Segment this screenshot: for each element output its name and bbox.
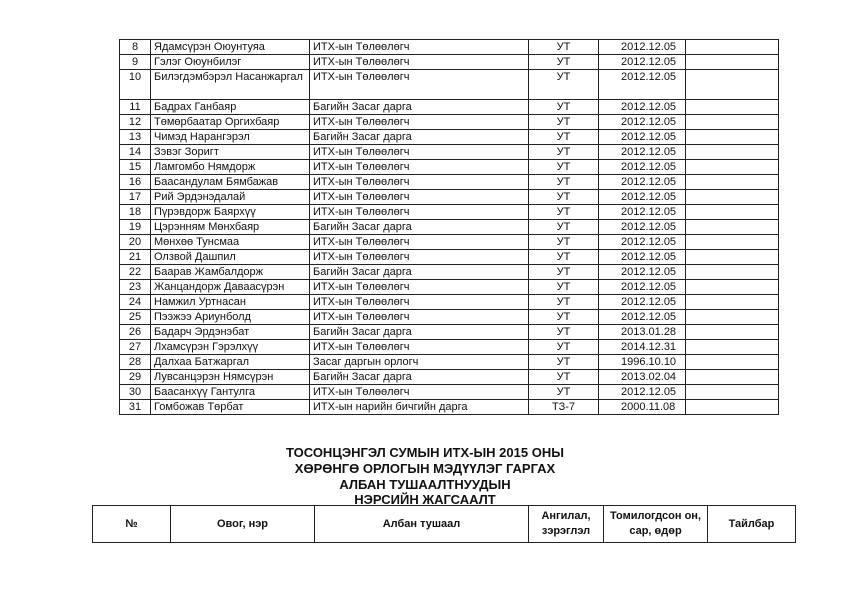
cell-number: 26 — [120, 325, 151, 340]
cell-name: Гомбожав Төрбат — [151, 400, 310, 415]
cell-position: ИТХ-ын Төлөөлөгч — [310, 55, 529, 70]
cell-number: 9 — [120, 55, 151, 70]
table-row — [120, 145, 779, 160]
cell-name: Пээжээ Ариунболд — [151, 310, 310, 325]
cell-position: ИТХ-ын нарийн бичгийн дарга — [310, 400, 529, 415]
column-header-table — [92, 505, 796, 543]
cell-appointed-date: 2000.11.08 — [599, 400, 686, 415]
cell-note — [686, 370, 779, 385]
cell-name: Чимэд Нарангэрэл — [151, 130, 310, 145]
cell-note — [686, 145, 779, 160]
heading-line-2: ХӨРӨНГӨ ОРЛОГЫН МЭДҮҮЛЭГ ГАРГАХ — [294, 461, 556, 476]
cell-number: 24 — [120, 295, 151, 310]
cell-number: 18 — [120, 205, 151, 220]
col-header-note: Тайлбар — [708, 506, 796, 543]
cell-position: ИТХ-ын Төлөөлөгч — [310, 205, 529, 220]
col-header-number: № — [93, 506, 171, 543]
cell-category: УТ — [529, 160, 599, 175]
cell-name: Баасанхүү Гантулга — [151, 385, 310, 400]
table-row — [120, 130, 779, 145]
table-row — [120, 325, 779, 340]
heading-line-3: АЛБАН ТУШААЛТНУУДЫН — [339, 477, 511, 492]
cell-number: 23 — [120, 280, 151, 295]
cell-category: УТ — [529, 190, 599, 205]
cell-position: ИТХ-ын Төлөөлөгч — [310, 235, 529, 250]
cell-category: УТ — [529, 100, 599, 115]
cell-appointed-date: 2012.12.05 — [599, 385, 686, 400]
cell-category: УТ — [529, 370, 599, 385]
cell-appointed-date: 2013.01.28 — [599, 325, 686, 340]
col-header-position: Албан тушаал — [315, 506, 529, 543]
cell-note — [686, 115, 779, 130]
cell-position: ИТХ-ын Төлөөлөгч — [310, 40, 529, 55]
cell-position: ИТХ-ын Төлөөлөгч — [310, 175, 529, 190]
cell-position: ИТХ-ын Төлөөлөгч — [310, 340, 529, 355]
cell-position: ИТХ-ын Төлөөлөгч — [310, 295, 529, 310]
cell-position: Багийн Засаг дарга — [310, 265, 529, 280]
table-row — [120, 40, 779, 55]
cell-appointed-date: 2014.12.31 — [599, 340, 686, 355]
table-row — [120, 295, 779, 310]
cell-appointed-date: 2013.02.04 — [599, 370, 686, 385]
cell-number: 29 — [120, 370, 151, 385]
cell-number: 15 — [120, 160, 151, 175]
cell-name: Баарав Жамбалдорж — [151, 265, 310, 280]
table-row — [120, 340, 779, 355]
cell-name: Бадарч Эрдэнэбат — [151, 325, 310, 340]
cell-note — [686, 190, 779, 205]
cell-name: Бадрах Ганбаяр — [151, 100, 310, 115]
table-row — [120, 355, 779, 370]
col-header-category: Ангилал, зэрэглэл — [529, 506, 604, 543]
table-row — [120, 55, 779, 70]
cell-appointed-date: 2012.12.05 — [599, 250, 686, 265]
cell-category: УТ — [529, 115, 599, 130]
cell-appointed-date: 2012.12.05 — [599, 235, 686, 250]
cell-name: Билэгдэмбэрэл Насанжаргал — [151, 70, 310, 100]
cell-note — [686, 325, 779, 340]
cell-appointed-date: 2012.12.05 — [599, 190, 686, 205]
table-row — [120, 370, 779, 385]
cell-name: Ламгомбо Нямдорж — [151, 160, 310, 175]
cell-note — [686, 220, 779, 235]
table-row — [120, 70, 779, 100]
cell-number: 11 — [120, 100, 151, 115]
cell-note — [686, 400, 779, 415]
table-row — [120, 190, 779, 205]
cell-number: 17 — [120, 190, 151, 205]
cell-category: УТ — [529, 325, 599, 340]
table-row — [120, 115, 779, 130]
cell-category: УТ — [529, 205, 599, 220]
cell-category: УТ — [529, 340, 599, 355]
cell-note — [686, 340, 779, 355]
cell-category: УТ — [529, 40, 599, 55]
cell-note — [686, 280, 779, 295]
cell-position: Багийн Засаг дарга — [310, 220, 529, 235]
cell-note — [686, 70, 779, 100]
cell-position: ИТХ-ын Төлөөлөгч — [310, 310, 529, 325]
cell-name: Мөнхөө Тунсмаа — [151, 235, 310, 250]
cell-position: ИТХ-ын Төлөөлөгч — [310, 145, 529, 160]
cell-name: Олзвой Дашпил — [151, 250, 310, 265]
cell-name: Ядамсүрэн Оюунтуяа — [151, 40, 310, 55]
cell-name: Төмөрбаатар Оргихбаяр — [151, 115, 310, 130]
cell-position: ИТХ-ын Төлөөлөгч — [310, 280, 529, 295]
cell-number: 10 — [120, 70, 151, 100]
cell-appointed-date: 2012.12.05 — [599, 175, 686, 190]
cell-note — [686, 205, 779, 220]
cell-category: УТ — [529, 55, 599, 70]
cell-number: 14 — [120, 145, 151, 160]
cell-appointed-date: 2012.12.05 — [599, 295, 686, 310]
cell-note — [686, 385, 779, 400]
cell-position: Багийн Засаг дарга — [310, 370, 529, 385]
cell-appointed-date: 2012.12.05 — [599, 55, 686, 70]
cell-position: Багийн Засаг дарга — [310, 100, 529, 115]
cell-number: 19 — [120, 220, 151, 235]
cell-name: Лувсанцэрэн Нямсүрэн — [151, 370, 310, 385]
cell-note — [686, 160, 779, 175]
officials-table — [119, 39, 779, 415]
cell-category: УТ — [529, 265, 599, 280]
cell-category: УТ — [529, 295, 599, 310]
table-row — [120, 250, 779, 265]
cell-note — [686, 100, 779, 115]
cell-position: Багийн Засаг дарга — [310, 130, 529, 145]
cell-note — [686, 175, 779, 190]
cell-note — [686, 130, 779, 145]
cell-category: УТ — [529, 145, 599, 160]
cell-category: УТ — [529, 280, 599, 295]
cell-note — [686, 55, 779, 70]
table-row — [120, 265, 779, 280]
cell-number: 27 — [120, 340, 151, 355]
cell-appointed-date: 2012.12.05 — [599, 205, 686, 220]
cell-number: 21 — [120, 250, 151, 265]
cell-category: УТ — [529, 355, 599, 370]
cell-appointed-date: 2012.12.05 — [599, 160, 686, 175]
col-header-appointed-date: Томилогдсон он, сар, өдөр — [604, 506, 708, 543]
cell-number: 30 — [120, 385, 151, 400]
cell-category: УТ — [529, 130, 599, 145]
table-row — [120, 160, 779, 175]
cell-note — [686, 265, 779, 280]
cell-appointed-date: 2012.12.05 — [599, 220, 686, 235]
cell-appointed-date: 2012.12.05 — [599, 115, 686, 130]
cell-position: ИТХ-ын Төлөөлөгч — [310, 250, 529, 265]
table-row — [120, 220, 779, 235]
cell-name: Далхаа Батжаргал — [151, 355, 310, 370]
cell-number: 8 — [120, 40, 151, 55]
cell-appointed-date: 2012.12.05 — [599, 100, 686, 115]
table-row — [120, 205, 779, 220]
table-row — [120, 280, 779, 295]
table-row — [120, 400, 779, 415]
col-header-name: Овог, нэр — [171, 506, 315, 543]
cell-number: 20 — [120, 235, 151, 250]
cell-position: ИТХ-ын Төлөөлөгч — [310, 160, 529, 175]
cell-appointed-date: 2012.12.05 — [599, 145, 686, 160]
cell-category: УТ — [529, 175, 599, 190]
cell-category: УТ — [529, 250, 599, 265]
cell-note — [686, 310, 779, 325]
cell-name: Гэлэг Оюунбилэг — [151, 55, 310, 70]
cell-position: Багийн Засаг дарга — [310, 325, 529, 340]
cell-category: УТ — [529, 220, 599, 235]
heading-line-1: ТОСОНЦЭНГЭЛ СУМЫН ИТХ-ЫН 2015 ОНЫ — [286, 445, 564, 460]
cell-appointed-date: 1996.10.10 — [599, 355, 686, 370]
cell-note — [686, 250, 779, 265]
cell-name: Намжил Уртнасан — [151, 295, 310, 310]
cell-category: УТ — [529, 70, 599, 100]
cell-note — [686, 355, 779, 370]
cell-position: Засаг даргын орлогч — [310, 355, 529, 370]
cell-category: УТ — [529, 385, 599, 400]
cell-appointed-date: 2012.12.05 — [599, 310, 686, 325]
cell-number: 12 — [120, 115, 151, 130]
cell-category: ТЗ-7 — [529, 400, 599, 415]
cell-appointed-date: 2012.12.05 — [599, 70, 686, 100]
table-row — [120, 175, 779, 190]
cell-name: Зэвэг Зоригт — [151, 145, 310, 160]
cell-number: 31 — [120, 400, 151, 415]
cell-note — [686, 235, 779, 250]
cell-name: Лхамсүрэн Гэрэлхүү — [151, 340, 310, 355]
table-row — [120, 100, 779, 115]
cell-category: УТ — [529, 310, 599, 325]
cell-position: ИТХ-ын Төлөөлөгч — [310, 70, 529, 100]
cell-number: 25 — [120, 310, 151, 325]
cell-name: Цэрэнням Мөнхбаяр — [151, 220, 310, 235]
cell-name: Рий Эрдэнэдалай — [151, 190, 310, 205]
cell-appointed-date: 2012.12.05 — [599, 280, 686, 295]
header-row — [93, 506, 796, 543]
cell-name: Жанцандорж Даваасүрэн — [151, 280, 310, 295]
cell-number: 13 — [120, 130, 151, 145]
cell-name: Пүрэвдорж Баярхүү — [151, 205, 310, 220]
cell-appointed-date: 2012.12.05 — [599, 265, 686, 280]
cell-position: ИТХ-ын Төлөөлөгч — [310, 115, 529, 130]
cell-number: 22 — [120, 265, 151, 280]
cell-appointed-date: 2012.12.05 — [599, 40, 686, 55]
table-row — [120, 235, 779, 250]
cell-note — [686, 295, 779, 310]
cell-name: Баасандулам Бямбажав — [151, 175, 310, 190]
cell-position: ИТХ-ын Төлөөлөгч — [310, 385, 529, 400]
cell-number: 16 — [120, 175, 151, 190]
cell-category: УТ — [529, 235, 599, 250]
cell-position: ИТХ-ын Төлөөлөгч — [310, 190, 529, 205]
table-row — [120, 385, 779, 400]
cell-appointed-date: 2012.12.05 — [599, 130, 686, 145]
heading-line-4: НЭРСИЙН ЖАГСААЛТ — [354, 492, 496, 507]
cell-note — [686, 40, 779, 55]
table-row — [120, 310, 779, 325]
officials-table-body — [120, 40, 779, 415]
cell-number: 28 — [120, 355, 151, 370]
